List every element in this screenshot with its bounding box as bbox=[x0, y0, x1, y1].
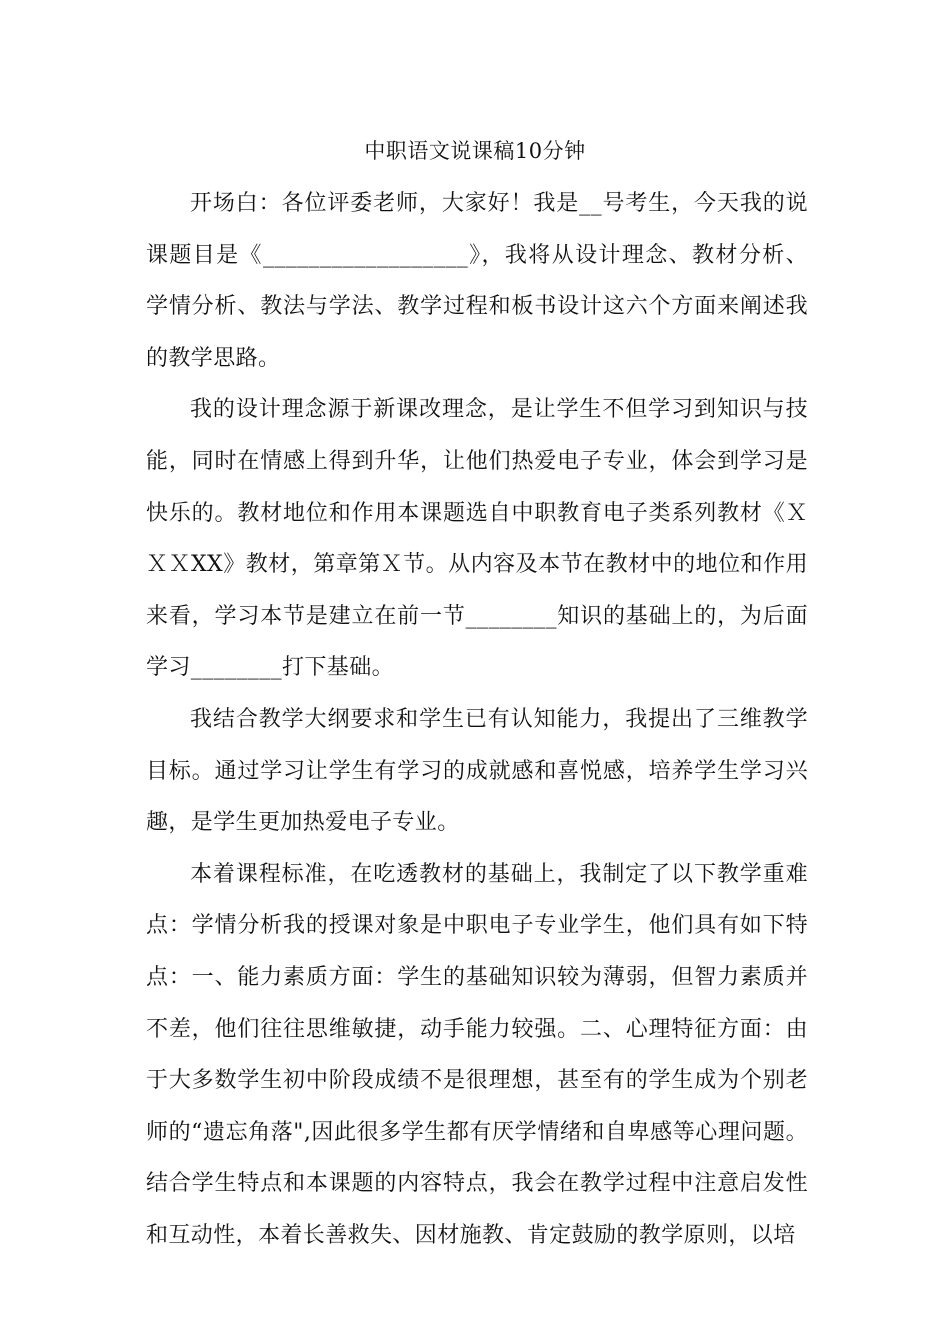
paragraph-design-concept: 我的设计理念源于新课改理念，是让学生不但学习到知识与技能，同时在情感上得到升华，让他们热爱电子专业，体会到学习是快乐的。教材地位和作用本课题选自中职教育电子类系列教材《ＸＸＸXX》教材，第章第Ｘ节。从内容及本节在教材中的地位和作用来看，学习本节是建立在前一节________知识的基础上的，为后面学习________打下基础。 bbox=[146, 397, 808, 681]
document-title: 中职语文说课稿10分钟 bbox=[364, 139, 586, 163]
paragraph-learner-analysis: 本着课程标准，在吃透教材的基础上，我制定了以下教学重难点：学情分析我的授课对象是中职电子专业学生，他们具有如下特点：一、能力素质方面：学生的基础知识较为薄弱，但智力素质并不差，他们往往思维敏捷，动手能力较强。二、心理特征方面：由于大多数学生初中阶段成绩不是很理想，甚至有的学生成为个别老师的“遗忘角落",因此很多学生都有厌学情绪和自卑感等心理问题。结合学生特点和本课题的内容特点，我会在教学过程中注意启发性和互动性，本着长善救失、因材施教、肯定鼓励的教学原则，以培 bbox=[146, 861, 808, 1248]
paragraph-teaching-goals: 我结合教学大纲要求和学生已有认知能力，我提出了三维教学目标。通过学习让学生有学习的成就感和喜悦感，培养学生学习兴趣，是学生更加热爱电子专业。 bbox=[146, 706, 808, 836]
paragraph-opening: 开场白：各位评委老师，大家好！我是__号考生，今天我的说课题目是《__________________》，我将从设计理念、教材分析、学情分析、教法与学法、教学过程和板书设计这六个方面来阐述我的教学思路。 bbox=[146, 191, 808, 371]
document-body bbox=[146, 178, 808, 1261]
